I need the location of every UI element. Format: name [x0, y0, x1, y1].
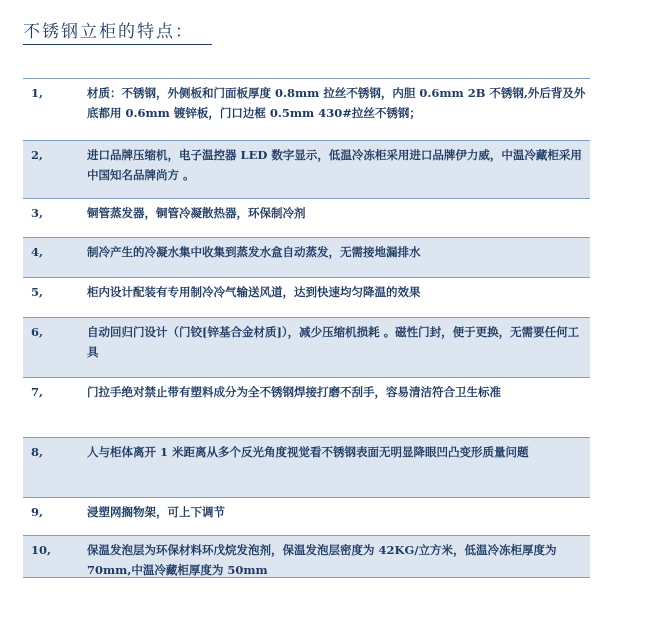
row-text: 保温发泡层为环保材料环戊烷发泡剂，保温发泡层密度为 42KG/立方米，低温冷冻柜厚度为 70mm,中温冷藏柜厚度为 50mm	[87, 543, 561, 577]
row-number: 3,	[31, 206, 44, 220]
features-table	[23, 78, 590, 578]
feature-row	[23, 198, 590, 237]
row-number: 8,	[31, 445, 44, 459]
feature-row	[23, 140, 590, 198]
row-text: 自动回归门设计（门铰[锌基合金材质]），减少压缩机损耗 。磁性门封，便于更换，无需要任何工具	[87, 325, 580, 359]
row-text: 柜内设计配装有专用制冷冷气输送风道，达到快速均匀降温的效果	[87, 285, 421, 299]
feature-row	[23, 377, 590, 437]
page-title: 不锈钢立柜的特点：	[23, 20, 212, 45]
feature-row	[23, 497, 590, 535]
feature-row	[23, 317, 590, 377]
feature-row	[23, 237, 590, 277]
row-text: 制冷产生的冷凝水集中收集到蒸发水盒自动蒸发，无需接地漏排水	[87, 245, 421, 259]
row-text: 门拉手绝对禁止带有塑料成分为全不锈钢焊接打磨不刮手，容易清洁符合卫生标准	[87, 385, 501, 399]
row-text: 人与柜体离开 1 米距离从多个反光角度视觉看不锈钢表面无明显降眼凹凸变形质量问题	[87, 445, 529, 459]
row-text: 浸塑网搁物架，可上下调节	[87, 505, 225, 519]
row-text: 材质：不锈钢，外侧板和门面板厚度 0.8mm 拉丝不锈钢，内胆 0.6mm 2B 不锈钢,外后背及外底都用 0.6mm 镀锌板，门口边框 0.5mm 430#拉丝不锈钢；	[87, 86, 586, 120]
row-number: 7,	[31, 385, 44, 399]
feature-row	[23, 437, 590, 497]
row-text: 进口品牌压缩机，电子温控器 LED 数字显示，低温冷冻柜采用进口品牌伊力威，中温冷藏柜采用中国知名品牌尚方 。	[87, 148, 582, 182]
row-number: 6,	[31, 325, 44, 339]
feature-row	[23, 535, 590, 578]
row-number: 9,	[31, 505, 44, 519]
row-number: 1,	[31, 86, 44, 100]
row-text: 铜管蒸发器，铜管冷凝散热器，环保制冷剂	[87, 206, 306, 220]
row-number: 10,	[31, 543, 52, 557]
row-number: 4,	[31, 245, 44, 259]
row-number: 2,	[31, 148, 44, 162]
feature-row	[23, 78, 590, 140]
row-number: 5,	[31, 285, 44, 299]
feature-row	[23, 277, 590, 317]
